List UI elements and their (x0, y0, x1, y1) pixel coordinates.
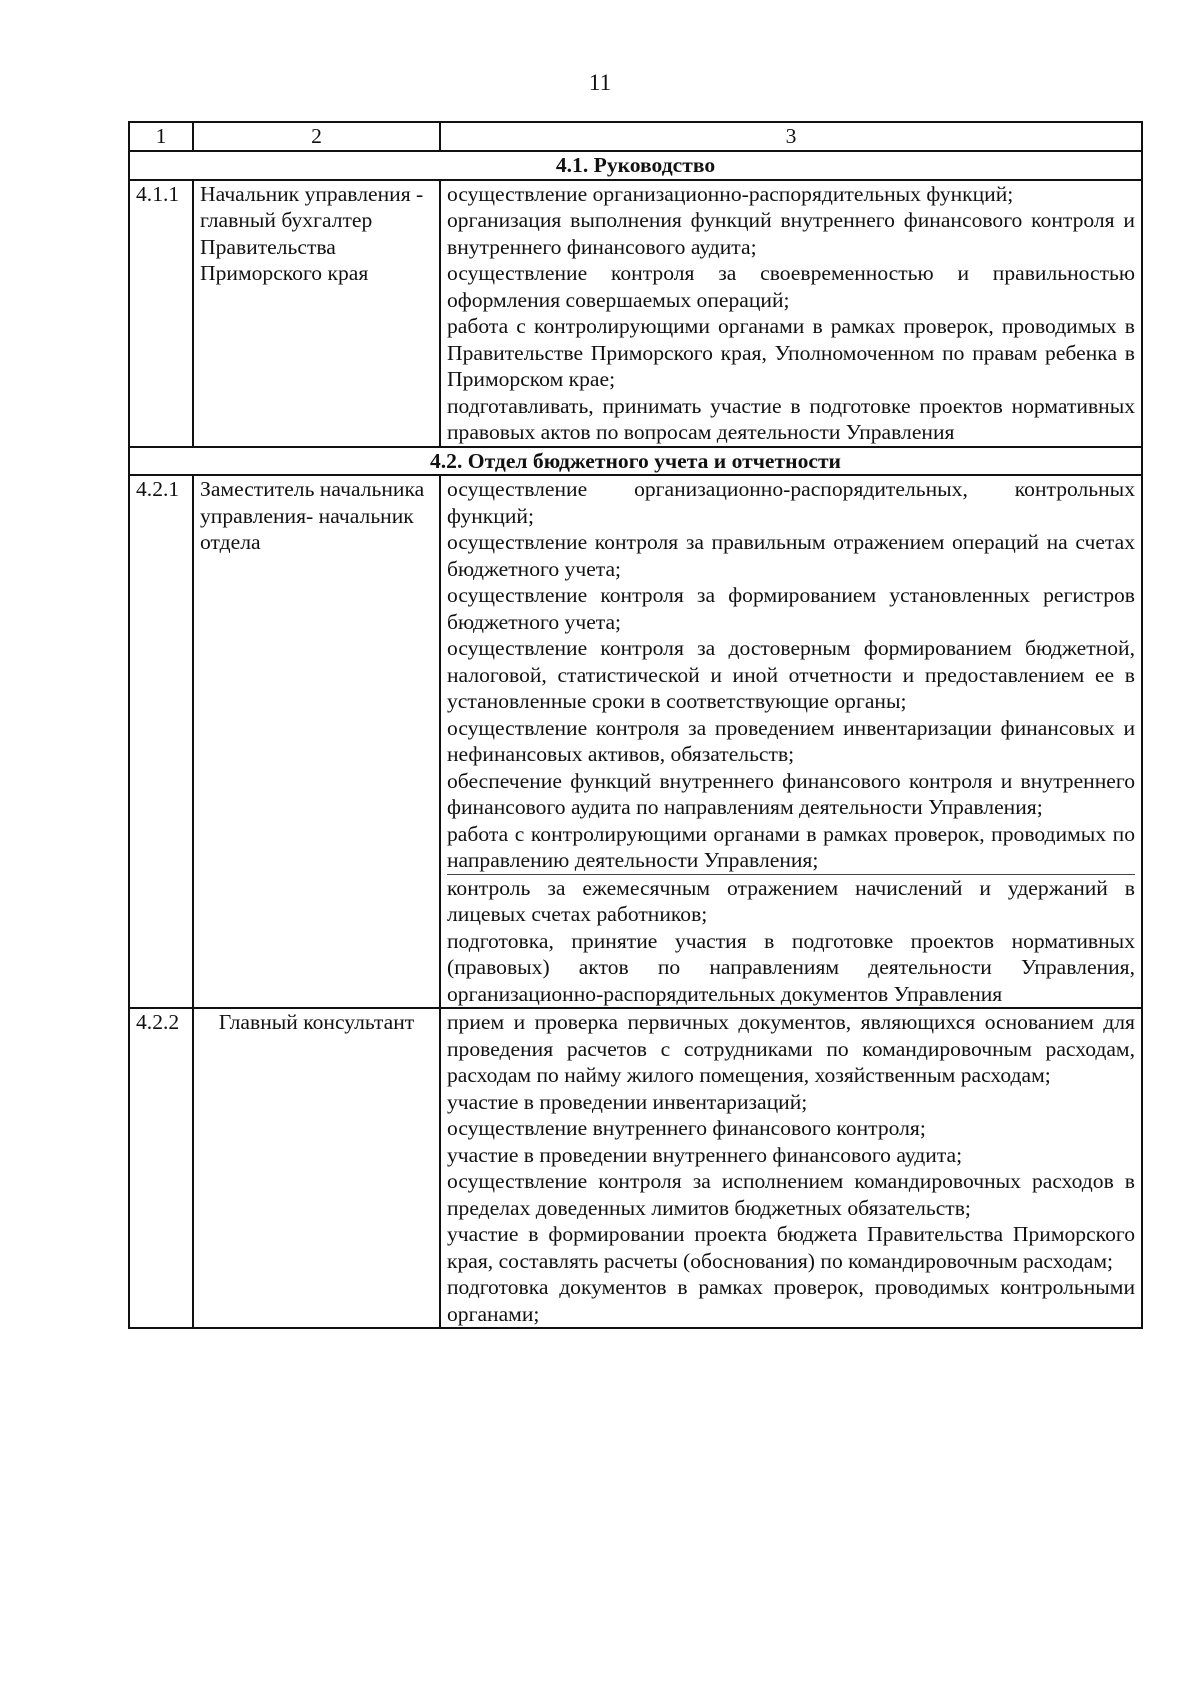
position-title: Начальник управления - главный бухгалтер Правительства Приморского края (193, 180, 440, 447)
duty-item: осуществление организационно-распорядительных, контрольных функций; (447, 477, 1135, 528)
duties-cell (440, 1008, 1142, 1328)
duty-item: участие в проведении внутреннего финансового аудита; (447, 1142, 963, 1167)
row-number: 4.2.1 (129, 475, 193, 1008)
duty-item: осуществление контроля за проведением инвентаризации финансовых и нефинансовых активов, обязательств; (447, 715, 1135, 766)
column-header-2: 2 (193, 122, 440, 151)
duty-item: подготовка, принятие участия в подготовке проектов нормативных (правовых) актов по направлениям деятельности Управления, организационно-распорядительных документов Управления (447, 928, 1135, 1006)
duty-item: осуществление контроля за своевременностью и правильностью оформления совершаемых операций; (447, 261, 1135, 312)
table-row (129, 180, 1142, 447)
duty-item: прием и проверка первичных документов, являющихся основанием для проведения расчетов с сотрудниками по командировочным расходам, расходам по найму жилого помещения, хозяйственным расходам; (447, 1010, 1135, 1087)
duty-item: осуществление внутреннего финансового контроля; (447, 1116, 926, 1140)
section-title: 4.1. Руководство (129, 151, 1142, 180)
duty-item: обеспечение функций внутреннего финансового контроля и внутреннего финансового аудита по направлениям деятельности Управления; (447, 768, 1135, 819)
column-header-3: 3 (440, 122, 1142, 151)
duty-item: организация выполнения функций внутреннего финансового контроля и внутреннего финансового аудита; (447, 208, 1135, 259)
table-row (129, 475, 1142, 1008)
section-title: 4.2. Отдел бюджетного учета и отчетности (129, 447, 1142, 476)
duties-cell (440, 475, 1142, 1008)
duty-item: осуществление контроля за правильным отражением операций на счетах бюджетного учета; (447, 530, 1135, 581)
duties-cell (440, 180, 1142, 447)
section-header-row (129, 151, 1142, 180)
duty-item: подготовка документов в рамках проверок, проводимых контрольными органами; (447, 1275, 1135, 1326)
position-title: Главный консультант (193, 1008, 440, 1328)
duty-item: осуществление контроля за достоверным формированием бюджетной, налоговой, статистической и иной отчетности и предоставлением ее в установленные сроки в соответствующие органы; (447, 636, 1135, 713)
duty-item: контроль за ежемесячным отражением начислений и удержаний в лицевых счетах работников; (447, 875, 1135, 926)
row-number: 4.1.1 (129, 180, 193, 447)
section-header-row (129, 447, 1142, 476)
duties-table (128, 121, 1143, 1329)
position-title: Заместитель начальника управления- начальник отдела (193, 475, 440, 1008)
duty-item: работа с контролирующими органами в рамках проверок, проводимых в Правительстве Приморского края, Уполномоченном по правам ребенка в Приморском крае; (447, 314, 1135, 391)
duty-item: участие в формировании проекта бюджета Правительства Приморского края, составлять расчеты (обоснования) по командировочным расходам; (447, 1222, 1135, 1273)
duty-item: работа с контролирующими органами в рамках проверок, проводимых по направлению деятельности Управления; (447, 821, 1135, 872)
row-number: 4.2.2 (129, 1008, 193, 1328)
duty-item: осуществление организационно-распорядительных функций; (447, 181, 1014, 206)
duty-item: участие в проведении инвентаризаций; (447, 1089, 808, 1114)
duty-item: осуществление контроля за формированием установленных регистров бюджетного учета; (447, 583, 1135, 634)
table-header-row (129, 122, 1142, 151)
page-number: 11 (588, 70, 612, 95)
table-row (129, 1008, 1142, 1328)
column-header-1: 1 (129, 122, 193, 151)
duty-item: осуществление контроля за исполнением командировочных расходов в пределах доведенных лимитов бюджетных обязательств; (447, 1169, 1135, 1220)
duty-item: подготавливать, принимать участие в подготовке проектов нормативных правовых актов по вопросам деятельности Управления (447, 393, 1135, 444)
